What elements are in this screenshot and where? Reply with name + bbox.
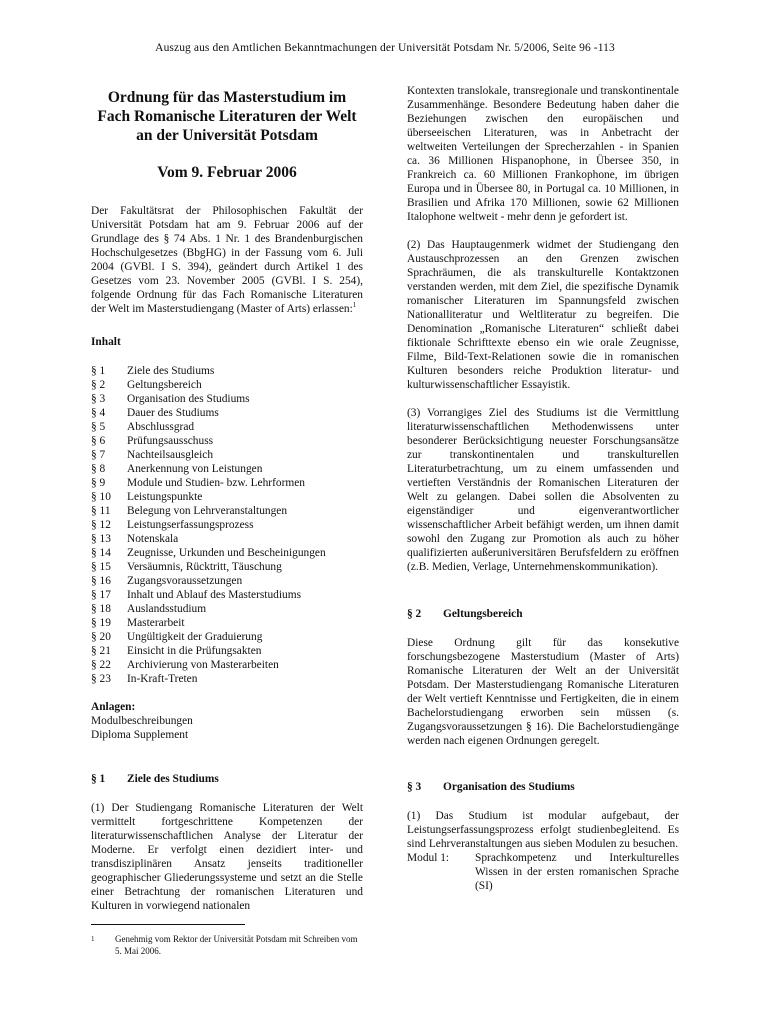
toc-item[interactable]	[91, 434, 363, 448]
module-label: Modul 1:	[407, 852, 450, 864]
section-title: Organisation des Studiums	[443, 781, 575, 793]
toc-item-label: Module und Studien- bzw. Lehrformen	[127, 477, 305, 489]
toc-item-label: Leistungspunkte	[127, 491, 203, 503]
toc-item-number: § 13	[91, 533, 111, 545]
toc-item[interactable]	[91, 644, 363, 658]
toc-item-label: Zugangsvoraussetzungen	[127, 575, 243, 587]
toc-item-number: § 16	[91, 575, 111, 587]
toc-item[interactable]	[91, 490, 363, 504]
section-1-paragraph-1: (1) Der Studiengang Romanische Literaturen der Welt vermittelt fortgeschrittene Kompetenzen der literaturwissenschaftlichen Analyse der Literatur der Moderne. Er verfolgt einen dezidiert inter- und transdisziplinären Ansatz jenseits traditioneller geographischer Gliederungssysteme und setzt an die Stelle einer Betrachtung der romanischen Literaturen und Kulturen in vorwiegend nationalen	[91, 802, 363, 912]
toc-item-number: § 23	[91, 673, 111, 685]
toc-item-label: Nachteilsausgleich	[127, 449, 214, 461]
section-1-paragraph-1-continued: Kontexten translokale, transregionale und transkontinentale Zusammenhänge. Besondere Bedeutung haben daher die Beziehungen zwischen den europäischen und überseeischen Literaturen, was in Anbetracht der weltweiten Verteilungen der Sprecherzahlen - in Spanien ca. 36 Millionen Hispanophone, in Übersee 350, in Frankreich ca. 60 Millionen Frankophone, im übrigen Europa und in Übersee 80, in Portugal ca. 10 Millionen, in Brasilien und Afrika 170 Millionen, sowie 62 Millionen Italophone weltweit - mehr denn je gefordert ist.	[407, 85, 679, 223]
toc-item-number: § 3	[91, 393, 106, 405]
toc-item-number: § 9	[91, 477, 106, 489]
toc-item-number: § 17	[91, 589, 111, 601]
running-head: Auszug aus den Amtlichen Bekanntmachungen der Universität Potsdam Nr. 5/2006, Seite 96 -113	[155, 42, 615, 54]
toc-item-number: § 6	[91, 435, 106, 447]
toc-item[interactable]	[91, 504, 363, 518]
toc-item-number: § 15	[91, 561, 111, 573]
toc-item[interactable]	[91, 658, 363, 672]
toc-item-number: § 18	[91, 603, 111, 615]
toc-item-label: Einsicht in die Prüfungsakten	[127, 645, 262, 657]
toc-item-number: § 10	[91, 491, 111, 503]
document-title	[91, 88, 363, 145]
annexes-heading: Anlagen:	[91, 701, 136, 713]
toc-item[interactable]	[91, 574, 363, 588]
section-1-paragraph-2: (2) Das Hauptaugenmerk widmet der Studiengang den Austauschprozessen an den Grenzen zwischen Sprachräumen, die als transkulturelle Kontaktzonen verstanden werden, mit dem Ziel, die spezifische Dynamik romanischer Literaturen im Spannungsfeld zwischen Nationalliteratur und Weltliteratur zu begreifen. Die Denomination „Romanische Literaturen“ schließt dabei fiktionale Schrifttexte ebenso ein wie orale Zeugnisse, Filme, Bild-Text-Relationen sowie die in romanischen Kulturen besonders reiche Produktion literatur- und kulturwissenschaftlicher Essayistik.	[407, 239, 679, 391]
toc-item-label: Anerkennung von Leistungen	[127, 463, 263, 475]
toc-item[interactable]	[91, 448, 363, 462]
footnote-mark: 1	[91, 935, 95, 943]
toc-item-label: Ziele des Studiums	[127, 365, 215, 377]
toc-item[interactable]	[91, 392, 363, 406]
toc-item-number: § 2	[91, 379, 106, 391]
module-text: Sprachkompetenz und Interkulturelles Wissen in der ersten romanischen Sprache (SI)	[475, 852, 679, 892]
toc-item[interactable]	[91, 602, 363, 616]
toc-item[interactable]	[91, 476, 363, 490]
toc-item-label: Inhalt und Ablauf des Masterstudiums	[127, 589, 302, 601]
toc-item-label: In-Kraft-Treten	[127, 673, 198, 685]
toc-item-number: § 14	[91, 547, 111, 559]
title-line: Ordnung für das Masterstudium im	[107, 89, 347, 106]
toc-item[interactable]	[91, 616, 363, 630]
toc-item[interactable]	[91, 532, 363, 546]
toc-item-label: Abschlussgrad	[127, 421, 195, 433]
toc-item-label: Auslandsstudium	[127, 603, 207, 615]
left-column	[91, 84, 363, 913]
section-number: § 3	[407, 781, 422, 793]
toc-item[interactable]	[91, 420, 363, 434]
annex-item: Modulbeschreibungen	[91, 715, 193, 727]
title-line: Fach Romanische Literaturen der Welt	[97, 108, 357, 125]
toc-item-number: § 5	[91, 421, 106, 433]
toc-item-label: Versäumnis, Rücktritt, Täuschung	[127, 561, 282, 573]
toc-item-label: Masterarbeit	[127, 617, 185, 629]
footnote-rule	[91, 924, 245, 925]
toc-item-label: Geltungsbereich	[127, 379, 202, 391]
section-2-paragraph-1: Diese Ordnung gilt für das konsekutive forschungsbezogene Masterstudium (Master of Arts) Romanische Literaturen der Welt an der Universität Potsdam. Der Masterstudiengang Romanische Literaturen der Welt vertieft Kenntnisse und Fertigkeiten, die in einem Bachelorstudiengang erworben sein müssen (s. Zugangsvoraussetzungen § 16). Die Bachelorstudiengänge werden nach eigenen Ordnungen geregelt.	[407, 637, 679, 747]
toc-item-number: § 12	[91, 519, 111, 531]
toc-item-number: § 4	[91, 407, 106, 419]
toc-item-number: § 7	[91, 449, 106, 461]
preamble	[91, 204, 363, 316]
toc-item-label: Notenskala	[127, 533, 179, 545]
toc-item-label: Archivierung von Masterarbeiten	[127, 659, 279, 671]
toc-heading: Inhalt	[91, 336, 121, 348]
toc-item[interactable]	[91, 364, 363, 378]
toc-item-label: Ungültigkeit der Graduierung	[127, 631, 263, 643]
toc-item[interactable]	[91, 462, 363, 476]
toc-item-number: § 1	[91, 365, 106, 377]
section-3-paragraph-1: (1) Das Studium ist modular aufgebaut, der Leistungserfassungsprozess erfolgt studienbegleitend. Es sind Lehrveranstaltungen aus sieben Modulen zu besuchen.	[407, 810, 679, 850]
toc-item-label: Prüfungsausschuss	[127, 435, 214, 447]
section-1-heading	[91, 772, 363, 786]
toc-item[interactable]	[91, 560, 363, 574]
toc-item-label: Dauer des Studiums	[127, 407, 219, 419]
toc-item-number: § 8	[91, 463, 106, 475]
toc-item-number: § 21	[91, 645, 111, 657]
toc-item[interactable]	[91, 672, 363, 686]
toc-item-number: § 19	[91, 617, 111, 629]
toc-item-label: Belegung von Lehrveranstaltungen	[127, 505, 288, 517]
toc-item[interactable]	[91, 406, 363, 420]
toc-item-number: § 20	[91, 631, 111, 643]
module-entry	[407, 851, 679, 893]
footnote-text: Genehmig vom Rektor der Universität Potsdam mit Schreiben vom 5. Mai 2006.	[115, 934, 358, 956]
toc-item-number: § 11	[91, 505, 111, 517]
toc-item[interactable]	[91, 546, 363, 560]
toc-item[interactable]	[91, 378, 363, 392]
section-2-heading	[407, 607, 679, 621]
section-title: Geltungsbereich	[443, 608, 523, 620]
footnote-reference[interactable]: 1	[352, 301, 357, 310]
toc-item-label: Leistungserfassungsprozess	[127, 519, 254, 531]
toc-item-label: Zeugnisse, Urkunden und Bescheinigungen	[127, 547, 326, 559]
toc-item[interactable]	[91, 630, 363, 644]
toc-item-label: Organisation des Studiums	[127, 393, 250, 405]
document-date: Vom 9. Februar 2006	[157, 164, 297, 181]
section-title: Ziele des Studiums	[127, 773, 219, 785]
annex-item: Diploma Supplement	[91, 729, 189, 741]
toc-item[interactable]	[91, 518, 363, 532]
toc-item-number: § 22	[91, 659, 111, 671]
toc-item[interactable]	[91, 588, 363, 602]
section-number: § 2	[407, 608, 422, 620]
table-of-contents	[91, 364, 363, 686]
right-column	[407, 84, 679, 893]
section-1-paragraph-3: (3) Vorrangiges Ziel des Studiums ist die Vermittlung literaturwissenschaftlichen Methodenwissens unter besonderer Berücksichtigung neuester Forschungsansätze zur transkontinentalen und transkulturellen Literaturbetrachtung, um zu einem umfassenden und vertieften Verständnis der Romanischen Literaturen der Welt zu gelangen. Dabei sollen die Absolventen zu eigenständiger und eigenverantwortlicher wissenschaftlicher Arbeit befähigt werden, um ihnen damit sowohl den Zugang zur Promotion als auch zu höher qualifizierten außeruniversitären Berufsfeldern zu eröffnen (z.B. Medien, Verlage, Unternehmenskommunikation).	[407, 407, 679, 573]
preamble-text: Der Fakultätsrat der Philosophischen Fakultät der Universität Potsdam hat am 9. Februar 2006 auf der Grundlage des § 74 Abs. 1 Nr. 1 des Brandenburgischen Hochschulgesetzes (BbgHG) in der Fassung vom 6. Juli 2004 (GVBl. I S. 394), geändert durch Artikel 1 des Gesetzes vom 23. November 2005 (GVBl. I S. 254), folgende Ordnung für das Fach Romanische Literaturen der Welt im Masterstudiengang (Master of Arts) erlassen:	[91, 205, 363, 315]
footnote	[91, 933, 363, 957]
title-line: an der Universität Potsdam	[136, 127, 318, 144]
section-3-heading	[407, 780, 679, 794]
section-number: § 1	[91, 773, 106, 785]
